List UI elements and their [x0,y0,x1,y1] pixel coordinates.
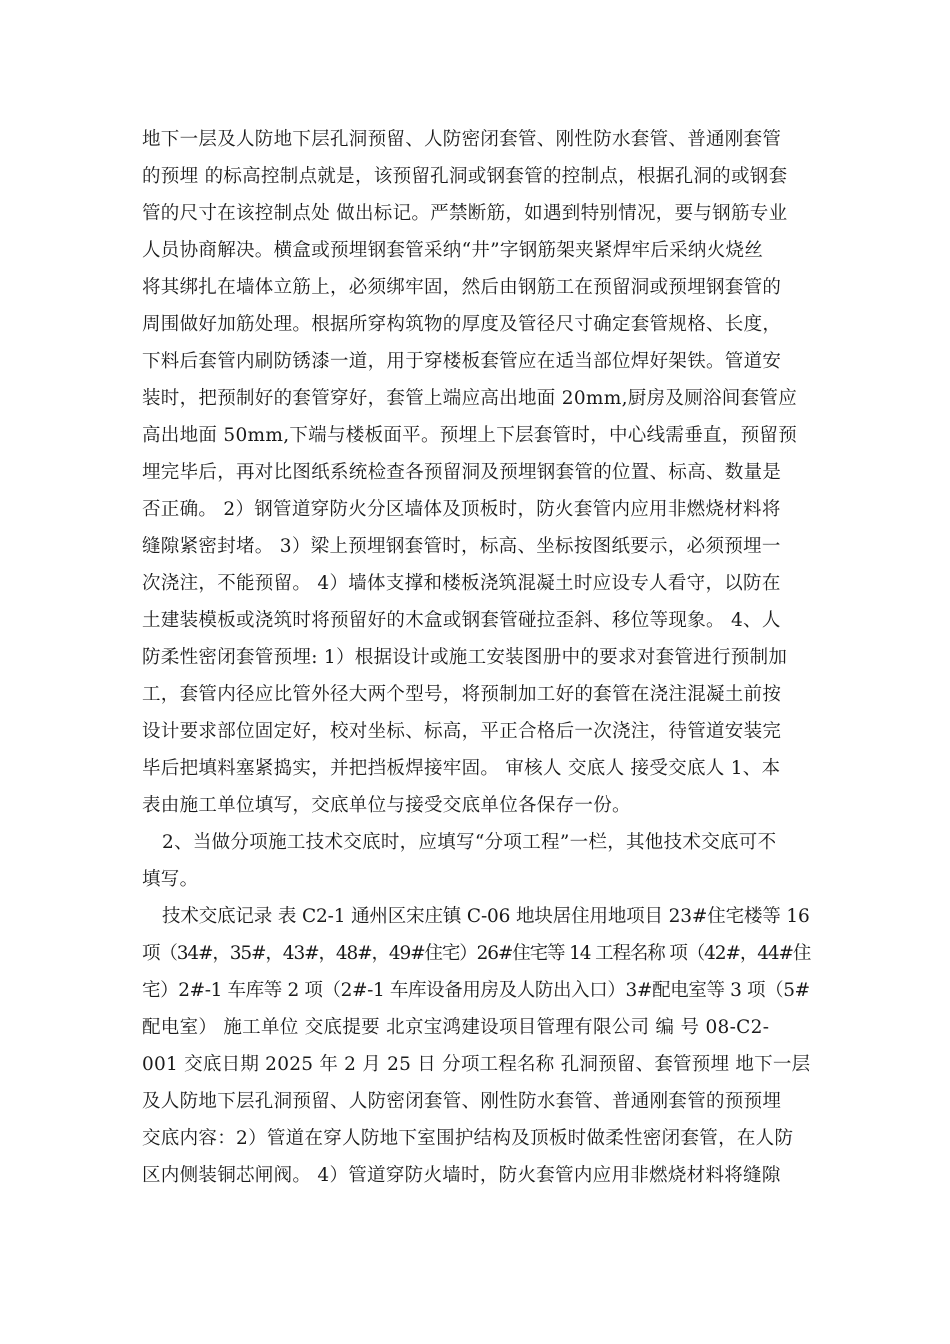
text-line: 宅）2#-1 车库等 2 项（2#-1 车库设备用房及人防出入口）3#配电室等 3 项（5# [142,980,810,1001]
text-line: 周围做好加筋处理。根据所穿构筑物的厚度及管径尺寸确定套管规格、长度， [142,314,782,335]
text-line: 下料后套管内刷防锈漆一道，用于穿楼板套管应在适当部位焊好架铁。管道安 [142,351,782,372]
text-line: 将其绑扎在墙体立筋上，必须绑牢固，然后由钢筋工在预留洞或预埋钢套管的 [142,277,782,298]
text-line: 装时，把预制好的套管穿好，套管上端应高出地面 20mm,厨房及厕浴间套管应 [142,388,797,409]
text-line: 交底内容：2）管道在穿人防地下室围护结构及顶板时做柔性密闭套管，在人防 [142,1128,794,1149]
text-line: 工，套管内径应比管外径大两个型号，将预制加工好的套管在浇注混凝土前按 [142,684,782,705]
document-body [142,121,810,1194]
text-line: 人员协商解决。横盒或预埋钢套管采纳“井”字钢筋架夹紧焊牢后采纳火烧丝 [142,240,764,261]
text-line: 地下一层及人防地下层孔洞预留、人防密闭套管、刚性防水套管、普通刚套管 [142,129,782,150]
text-line: 次浇注，不能预留。 4）墙体支撑和楼板浇筑混凝土时应设专人看守，以防在 [142,573,781,594]
text-line: 否正确。 2）钢管道穿防火分区墙体及顶板时，防火套管内应用非燃烧材料将 [142,499,781,520]
text-line: 管的尺寸在该控制点处 做出标记。严禁断筋，如遇到特别情况，要与钢筋专业 [142,203,788,224]
text-line: 及人防地下层孔洞预留、人防密闭套管、刚性防水套管、普通刚套管的预预埋 [142,1091,782,1112]
paragraph-start-line: 技术交底记录 表 C2-1 通州区宋庄镇 C-06 地块居住用地项目 23#住宅楼等 16 [162,906,810,927]
paragraph-start-line: 2、当做分项施工技术交底时，应填写“分项工程”一栏，其他技术交底可不 [162,832,777,853]
text-line: 的预埋 的标高控制点就是，该预留孔洞或钢套管的控制点，根据孔洞的或钢套 [142,166,788,187]
text-line: 区内侧装铜芯闸阀。 4）管道穿防火墙时，防火套管内应用非燃烧材料将缝隙 [142,1165,781,1186]
text-line: 高出地面 50mm,下端与楼板面平。预埋上下层套管时，中心线需垂直，预留预 [142,425,797,446]
text-line: 001 交底日期 2025 年 2 月 25 日 分项工程名称 孔洞预留、套管预埋 地下一层 [142,1054,811,1075]
text-line: 配电室） 施工单位 交底提要 北京宝鸿建设项目管理有限公司 编 号 08-C2- [142,1017,770,1038]
text-line: 缝隙紧密封堵。 3）梁上预埋钢套管时，标高、坐标按图纸要示，必须预埋一 [142,536,781,557]
text-line: 填写。 [142,869,199,890]
text-line: 表由施工单位填写，交底单位与接受交底单位各保存一份。 [142,795,631,816]
text-line: 防柔性密闭套管预埋: 1）根据设计或施工安装图册中的要求对套管进行预制加 [142,647,788,668]
text-line: 埋完毕后，再对比图纸系统检查各预留洞及预埋钢套管的位置、标高、数量是 [142,462,782,483]
text-line: 设计要求部位固定好，校对坐标、标高，平正合格后一次浇注，待管道安装完 [142,721,782,742]
text-line: 项（34#，35#，43#，48#，49#住宅）26#住宅等 14 工程名称 项（42#，44#住 [142,943,811,964]
text-line: 土建装模板或浇筑时将预留好的木盒或钢套管碰拉歪斜、移位等现象。 4、人 [142,610,781,631]
text-line: 毕后把填料塞紧捣实，并把挡板焊接牢固。 审核人 交底人 接受交底人 1、本 [142,758,781,779]
